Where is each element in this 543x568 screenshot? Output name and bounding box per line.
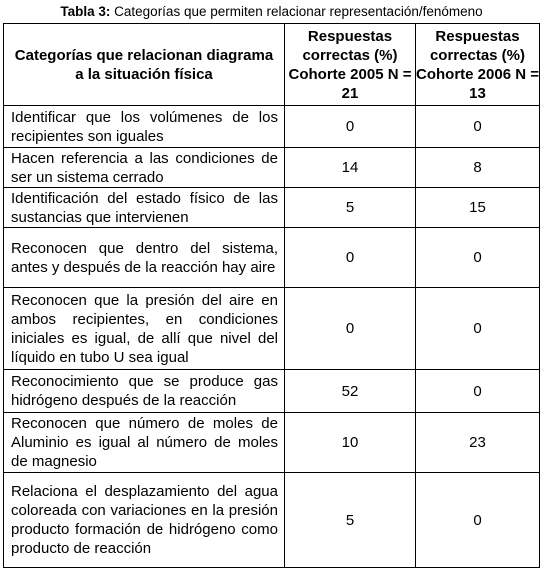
- table-row: [4, 370, 540, 413]
- table-row: [4, 228, 540, 288]
- table-caption: [0, 4, 543, 20]
- table-caption-text: Categorías que permiten relacionar representación/fenómeno: [114, 4, 483, 19]
- row-value-2006: 0: [416, 106, 540, 148]
- row-value-2005: 52: [285, 370, 416, 413]
- row-category: Relaciona el desplazamiento del agua coloreada con variaciones en la presión producto formación de hidrógeno como producto de reacción: [4, 473, 285, 568]
- row-value-2005: 5: [285, 473, 416, 568]
- row-value-2005: 5: [285, 188, 416, 228]
- row-value-2005: 0: [285, 288, 416, 370]
- row-value-2006: 15: [416, 188, 540, 228]
- row-value-2006: 0: [416, 370, 540, 413]
- table-caption-label: Tabla 3:: [60, 4, 111, 19]
- row-category: Identificar que los volúmenes de los recipientes son iguales: [4, 106, 285, 148]
- row-value-2006: 0: [416, 473, 540, 568]
- row-value-2006: 8: [416, 148, 540, 188]
- row-category: Reconocimiento que se produce gas hidrógeno después de la reacción: [4, 370, 285, 413]
- header-cohort-2006: Respuestas correctas (%) Cohorte 2006 N = 13: [416, 24, 540, 106]
- row-value-2005: 14: [285, 148, 416, 188]
- row-category: Reconocen que la presión del aire en ambos recipientes, en condiciones iniciales es igual, de allí que nivel del líquido en tubo U sea igual: [4, 288, 285, 370]
- row-value-2006: 0: [416, 288, 540, 370]
- table-row: [4, 188, 540, 228]
- row-category: Identificación del estado físico de las sustancias que intervienen: [4, 188, 285, 228]
- header-cohort-2005: Respuestas correctas (%) Cohorte 2005 N = 21: [285, 24, 416, 106]
- table-row: [4, 148, 540, 188]
- results-table: [3, 23, 540, 568]
- row-category: Reconocen que número de moles de Aluminio es igual al número de moles de magnesio: [4, 413, 285, 473]
- row-value-2006: 23: [416, 413, 540, 473]
- row-category: Reconocen que dentro del sistema, antes y después de la reacción hay aire: [4, 228, 285, 288]
- table-row: [4, 413, 540, 473]
- row-category: Hacen referencia a las condiciones de ser un sistema cerrado: [4, 148, 285, 188]
- row-value-2005: 0: [285, 106, 416, 148]
- row-value-2006: 0: [416, 228, 540, 288]
- header-row: [4, 24, 540, 106]
- header-category: Categorías que relacionan diagrama a la situación física: [4, 24, 285, 106]
- table-row: [4, 106, 540, 148]
- row-value-2005: 0: [285, 228, 416, 288]
- table-row: [4, 288, 540, 370]
- table-row: [4, 473, 540, 568]
- row-value-2005: 10: [285, 413, 416, 473]
